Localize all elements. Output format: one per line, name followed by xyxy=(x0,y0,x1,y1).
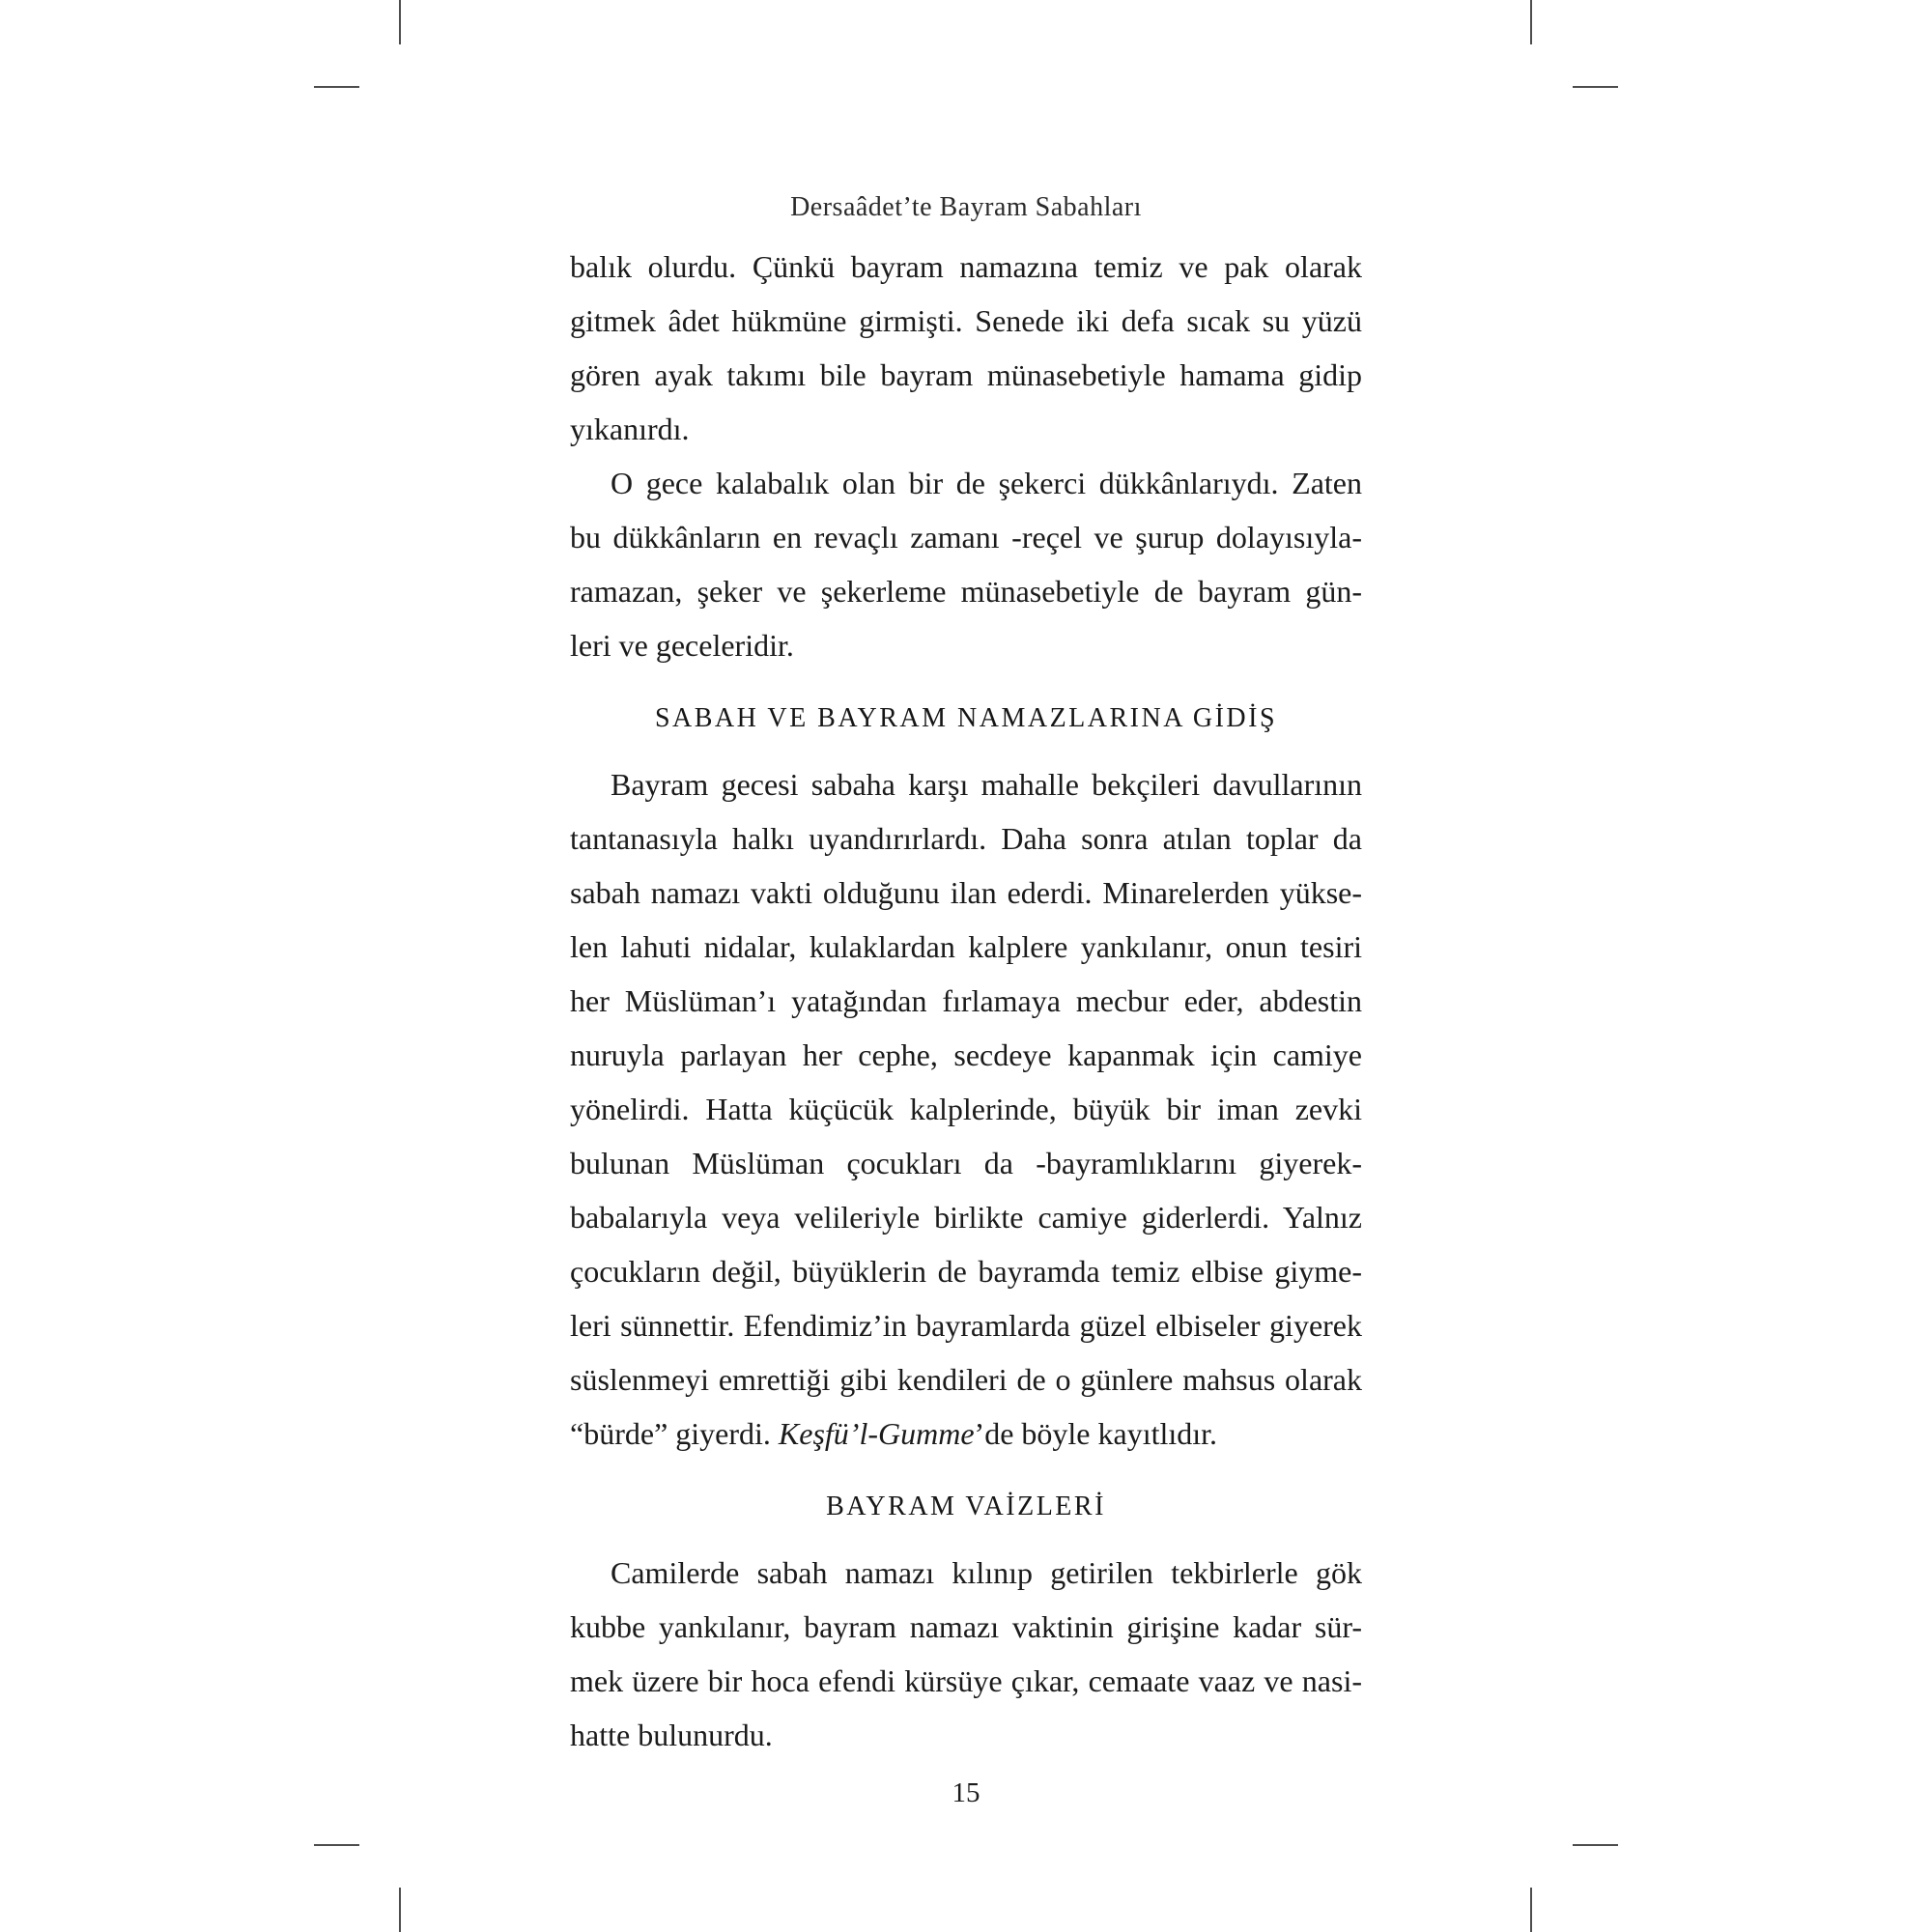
text-line: sabah namazı vakti olduğunu ilan ederdi. Minarelerden yükse- xyxy=(570,875,1362,910)
text-line xyxy=(570,1406,1362,1461)
section-heading: SABAH VE BAYRAM NAMAZLARINA GİDİŞ xyxy=(654,703,1278,733)
text-line: babalarıyla veya velileriyle birlikte camiye giderlerdi. Yalnız xyxy=(570,1200,1362,1235)
body-paragraph xyxy=(570,240,1362,456)
section-heading: BAYRAM VAİZLERİ xyxy=(826,1492,1106,1521)
text-line: Bayram gecesi sabaha karşı mahalle bekçileri davullarının xyxy=(611,767,1362,802)
crop-mark-top-right-horizontal xyxy=(1573,86,1618,88)
crop-mark-bottom-left-vertical xyxy=(399,1888,401,1932)
text-line: Camilerde sabah namazı kılınıp getirilen tekbirlerle gök xyxy=(611,1555,1362,1590)
text-run: “bürde” giyerdi. xyxy=(570,1416,779,1451)
text-line: çocukların değil, büyüklerin de bayramda temiz elbise giyme- xyxy=(570,1254,1362,1289)
text-line: kubbe yankılanır, bayram namazı vaktinin girişine kadar sür- xyxy=(570,1609,1362,1644)
text-line: gören ayak takımı bile bayram münasebetiyle hamama gidip xyxy=(570,357,1362,392)
italic-text-run: Keşfü’l-Gumme xyxy=(778,1416,975,1451)
crop-mark-top-left-vertical xyxy=(399,0,401,44)
text-line: bulunan Müslüman çocukları da -bayramlıklarını giyerek- xyxy=(570,1146,1362,1180)
crop-mark-top-left-horizontal xyxy=(314,86,359,88)
text-line: tantanasıyla halkı uyandırırlardı. Daha sonra atılan toplar da xyxy=(570,821,1362,856)
text-line: nuruyla parlayan her cephe, secdeye kapanmak için camiye xyxy=(570,1037,1362,1072)
text-line: O gece kalabalık olan bir de şekerci dükkânlarıydı. Zaten xyxy=(611,466,1362,500)
text-line: yönelirdi. Hatta küçücük kalplerinde, büyük bir iman zevki xyxy=(570,1092,1362,1126)
page-number: 15 xyxy=(952,1777,980,1808)
crop-mark-bottom-right-horizontal xyxy=(1573,1844,1618,1846)
text-column xyxy=(570,240,1362,1809)
text-line: yıkanırdı. xyxy=(570,412,690,446)
text-line: hatte bulunurdu. xyxy=(570,1718,773,1752)
text-line: leri sünnettir. Efendimiz’in bayramlarda güzel elbiseler giyerek xyxy=(570,1308,1362,1343)
body-paragraph xyxy=(570,456,1362,672)
text-line: mek üzere bir hoca efendi kürsüye çıkar, cemaate vaaz ve nasi- xyxy=(570,1663,1362,1698)
text-run: ’de böyle kayıtlıdır. xyxy=(974,1416,1218,1451)
crop-mark-bottom-left-horizontal xyxy=(314,1844,359,1846)
running-head: Dersaâdet’te Bayram Sabahları xyxy=(790,192,1142,222)
text-line: gitmek âdet hükmüne girmişti. Senede iki defa sıcak su yüzü xyxy=(570,303,1362,338)
body-paragraph xyxy=(570,1546,1362,1762)
text-line: her Müslüman’ı yatağından fırlamaya mecbur eder, abdestin xyxy=(570,983,1362,1018)
crop-mark-bottom-right-vertical xyxy=(1530,1888,1532,1932)
text-line: ramazan, şeker ve şekerleme münasebetiyle de bayram gün- xyxy=(570,574,1362,609)
text-line: len lahuti nidalar, kulaklardan kalplere yankılanır, onun tesiri xyxy=(570,929,1362,964)
text-line: balık olurdu. Çünkü bayram namazına temiz ve pak olarak xyxy=(570,249,1362,284)
text-line: süslenmeyi emrettiği gibi kendileri de o günlere mahsus olarak xyxy=(570,1362,1362,1397)
text-line: bu dükkânların en revaçlı zamanı -reçel ve şurup dolayısıyla- xyxy=(570,520,1362,554)
crop-mark-top-right-vertical xyxy=(1530,0,1532,44)
body-blocks xyxy=(570,240,1362,1762)
body-paragraph xyxy=(570,757,1362,1461)
text-line: leri ve geceleridir. xyxy=(570,628,794,663)
